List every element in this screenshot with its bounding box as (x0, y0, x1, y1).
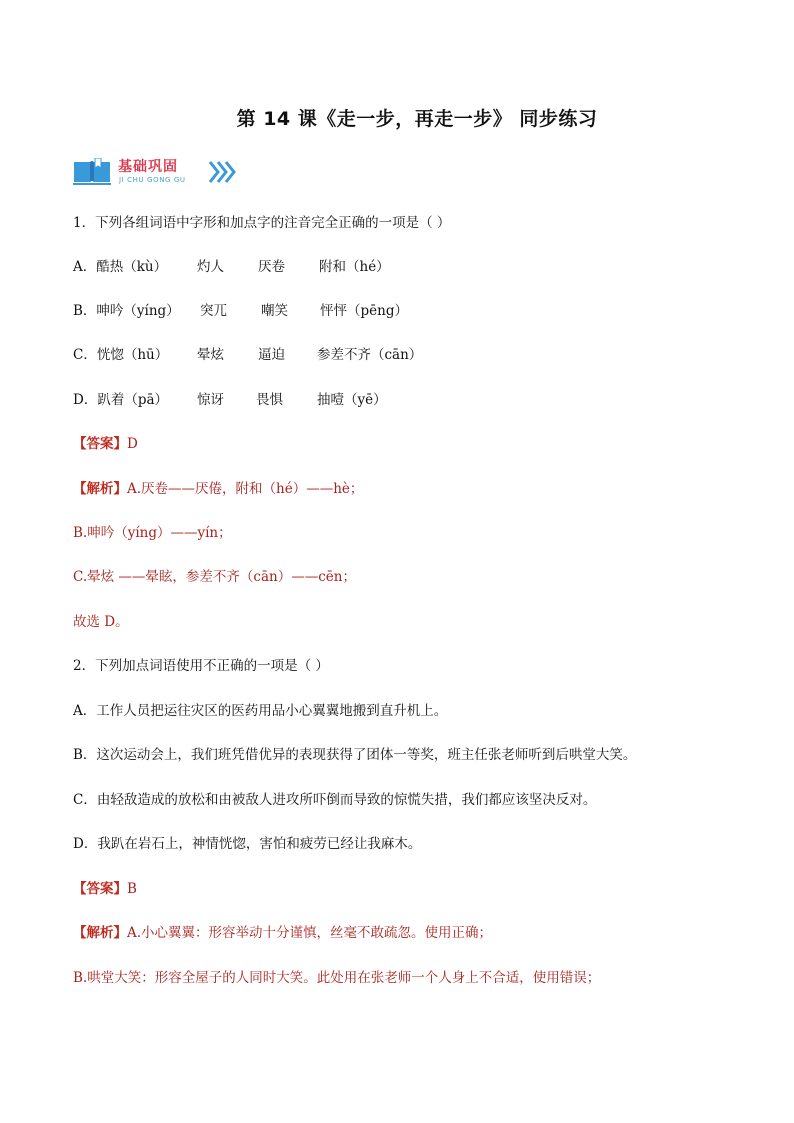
q2-option-c: C．由轻敌造成的放松和由被敌人进攻所吓倒而导致的惊慌失措，我们都应该坚决反对。 (73, 792, 597, 808)
q1-analysis-2: B.呻吟（yíng）——yín； (73, 525, 232, 541)
chevron-right-icon (208, 160, 236, 184)
q1-answer (73, 435, 138, 453)
q2-option-d: D．我趴在岩石上，神情恍惚，害怕和疲劳已经让我麻木。 (73, 836, 422, 852)
q1-option-c-part: 逼迫 (258, 347, 285, 363)
analysis-text: A.小心翼翼：形容举动十分谨慎，丝毫不敢疏忽。使用正确； (127, 925, 493, 941)
q1-option-b-part: 怦怦（pēng） (320, 303, 408, 319)
q1-option-a (73, 258, 390, 276)
q2-option-b: B．这次运动会上，我们班凭借优异的表现获得了团体一等奖，班主任张老师听到后哄堂大笑。 (73, 747, 637, 763)
answer-label: 【答案】 (73, 881, 127, 897)
q1-option-a-part: 灼人 (197, 259, 224, 275)
q1-stem: 1．下列各组词语中字形和加点字的注音完全正确的一项是（ ） (73, 215, 451, 231)
answer-label: 【答案】 (73, 436, 127, 452)
answer-value: D (127, 436, 138, 452)
q2-analysis-2: B.哄堂大笑：形容全屋子的人同时大笑。此处用在张老师一个人身上不合适，使用错误； (73, 970, 601, 986)
section-badge-label: 基础巩固 (118, 159, 178, 175)
q1-analysis-4: 故选 D。 (73, 614, 129, 630)
q1-option-d-part: D．趴着（pā） (73, 392, 169, 408)
q1-option-b (73, 302, 408, 320)
q1-option-c-part: C．恍惚（hū） (73, 347, 169, 363)
q2-analysis-1 (73, 924, 492, 942)
section-badge-pinyin: JI CHU GONG GU (119, 176, 186, 184)
q1-analysis-1 (73, 480, 363, 498)
q1-option-a-part: 附和（hé） (319, 259, 390, 275)
q1-analysis-3: C.晕炫 ——晕眩，参差不齐（cān）——cēn； (73, 569, 356, 585)
analysis-text: A.厌卷——厌倦，附和（hé）——hè； (127, 481, 364, 497)
q1-option-c (73, 346, 422, 364)
q1-option-a-part: 厌卷 (258, 259, 285, 275)
q1-option-b-part: 突兀 (200, 303, 227, 319)
q1-option-b-part: 嘲笑 (261, 303, 288, 319)
q1-option-d (73, 391, 387, 409)
analysis-label: 【解析】 (73, 925, 127, 941)
answer-value: B (127, 881, 137, 897)
q1-option-d-part: 抽噎（yē） (317, 392, 387, 408)
q2-answer (73, 880, 137, 898)
q1-option-c-part: 晕炫 (197, 347, 224, 363)
q1-option-d-part: 畏惧 (256, 392, 283, 408)
q2-option-a: A．工作人员把运往灾区的医药用品小心翼翼地搬到直升机上。 (73, 703, 448, 719)
q1-option-d-part: 惊讶 (197, 392, 224, 408)
q2-stem: 2．下列加点词语使用不正确的一项是（ ） (73, 658, 329, 674)
q1-option-c-part: 参差不齐（cān） (317, 347, 423, 363)
analysis-label: 【解析】 (73, 481, 127, 497)
book-icon (72, 158, 112, 186)
q1-option-a-part: A．酷热（kù） (73, 259, 168, 275)
q1-option-b-part: B．呻吟（yíng） (73, 303, 180, 319)
page-title: 第 14 课《走一步，再走一步》 同步练习 (236, 108, 598, 130)
